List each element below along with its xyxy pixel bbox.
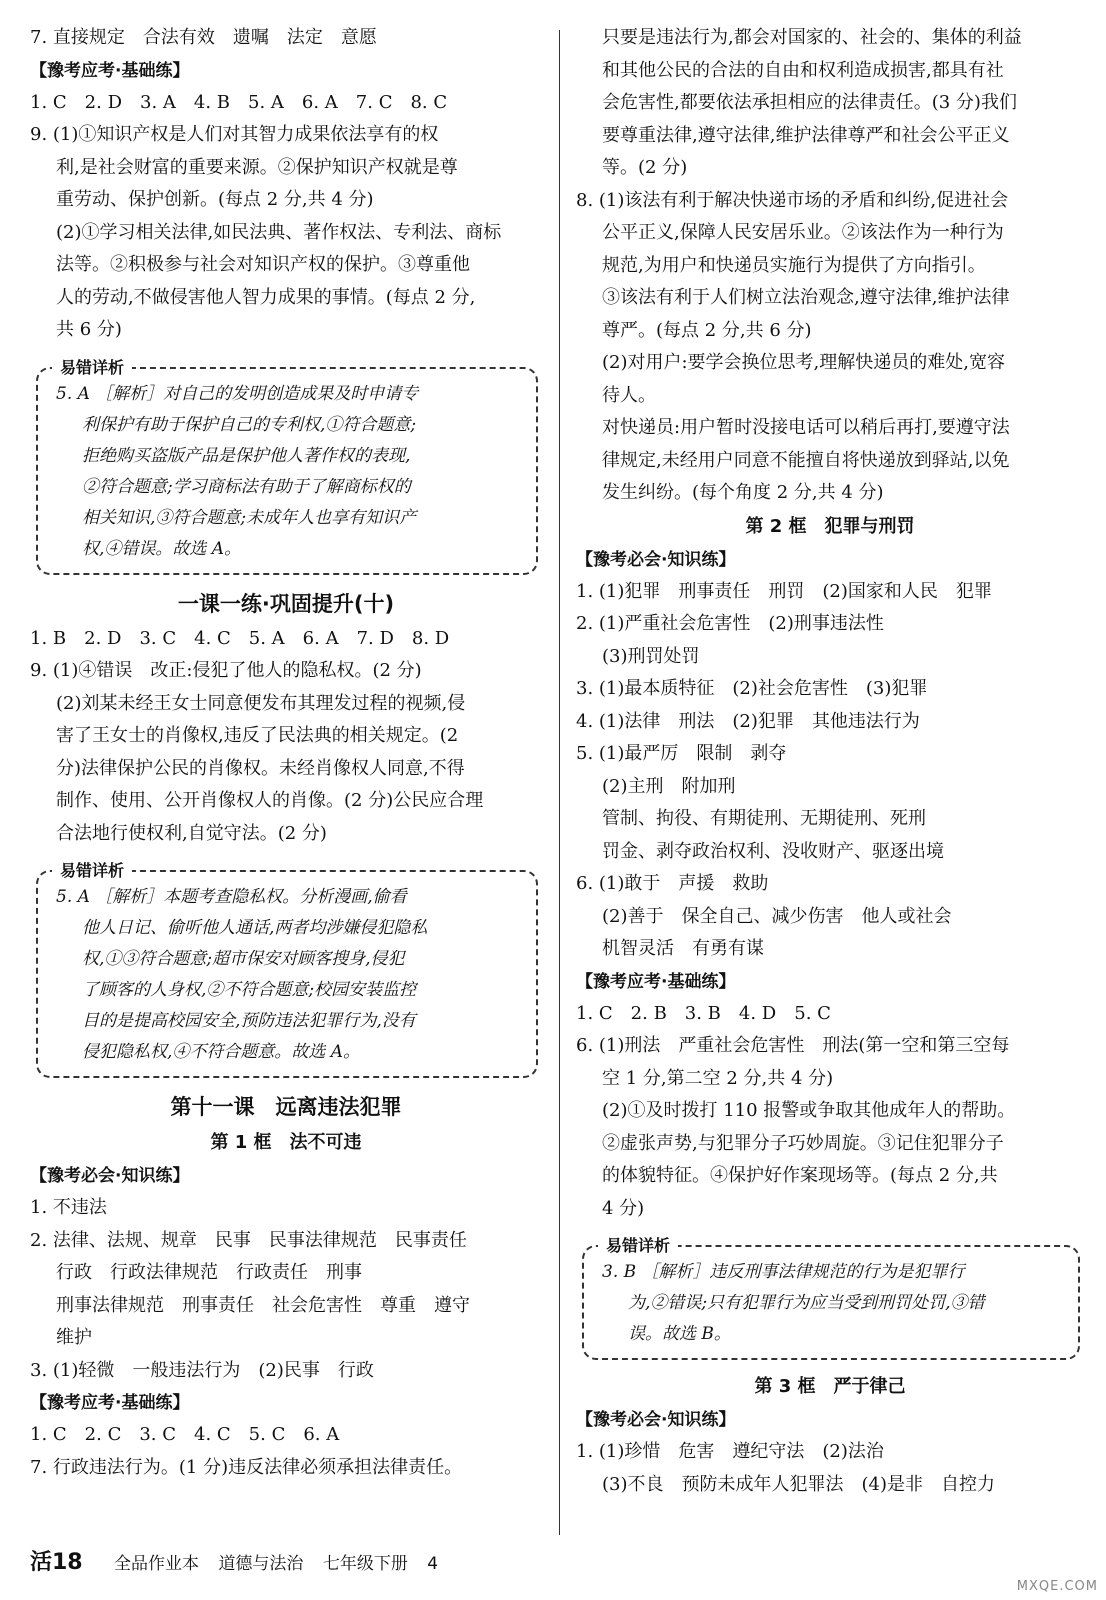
error-analysis-title: 易错详析	[52, 356, 132, 380]
answer-line: 1. C 2. D 3. A 4. B 5. A 6. A 7. C 8. C	[30, 91, 448, 113]
answer-line: 分)法律保护公民的肖像权。未经肖像权人同意,不得	[56, 757, 465, 779]
answer-line: 规范,为用户和快递员实施行为提供了方向指引。	[602, 254, 986, 276]
answer-line: 害了王女士的肖像权,违反了民法典的相关规定。(2	[56, 725, 459, 746]
grade-name: 七年级下册	[322, 1554, 408, 1574]
answer-line: 管制、拘役、有期徒刑、无期徒刑、死刑	[602, 808, 926, 829]
answer-line: 和其他公民的合法的自由和权利造成损害,都具有社	[602, 59, 1004, 81]
answer-line: 4. (1)法律 刑法 (2)犯罪 其他违法行为	[576, 710, 920, 732]
right-column	[576, 22, 1084, 1501]
answer-line: 律规定,未经用户同意不能擅自将快递放到驿站,以免	[602, 449, 1010, 471]
answer-line: 刑事法律规范 刑事责任 社会危害性 尊重 遵守	[56, 1294, 470, 1316]
answer-line: 1. C 2. B 3. B 4. D 5. C	[576, 1002, 831, 1024]
analysis-line: 相关知识,③符合题意;未成年人也享有知识产	[82, 507, 417, 528]
answer-line: 对快递员:用户暂时没接电话可以稍后再打,要遵守法	[602, 417, 1010, 438]
analysis-line: 目的是提高校园安全,预防违法犯罪行为,没有	[82, 1011, 416, 1031]
error-analysis-box	[36, 357, 538, 575]
analysis-line: 误。故选 B。	[628, 1324, 731, 1344]
answer-line: 人的劳动,不做侵害他人智力成果的事情。(每点 2 分,	[56, 286, 476, 308]
page-number: 活18	[30, 1550, 83, 1575]
answer-line: 等。(2 分)	[602, 157, 688, 178]
answer-line: 1. (1)犯罪 刑事责任 刑罚 (2)国家和人民 犯罪	[576, 580, 992, 602]
answer-line: (2)善于 保全自己、减少伤害 他人或社会	[602, 905, 952, 927]
analysis-line: 5. A ［解析］本题考查隐私权。分析漫画,偷看	[56, 887, 407, 907]
answer-line: 6. (1)敢于 声援 救助	[576, 873, 769, 894]
frame-heading: 第 3 框 严于律己	[754, 1376, 906, 1397]
answer-line: 发生纠纷。(每个角度 2 分,共 4 分)	[602, 482, 884, 503]
answer-line: 行政 行政法律规范 行政责任 刑事	[56, 1262, 362, 1283]
page-footer	[30, 1545, 650, 1579]
answer-line: 1. C 2. C 3. C 4. C 5. C 6. A	[30, 1424, 340, 1445]
footer-number: 4	[427, 1554, 439, 1574]
analysis-line: 3. B ［解析］违反刑事法律规范的行为是犯罪行	[602, 1262, 965, 1282]
frame-heading: 第 2 框 犯罪与刑罚	[745, 515, 915, 537]
answer-line: (2)①及时拨打 110 报警或争取其他成年人的帮助。	[602, 1100, 1016, 1121]
answer-line: 空 1 分,第二空 2 分,共 4 分)	[602, 1067, 834, 1089]
answer-line: 利,是社会财富的重要来源。②保护知识产权就是尊	[56, 156, 458, 178]
section-tag: 【豫考应考·基础练】	[576, 971, 736, 992]
left-column	[30, 22, 542, 1484]
answer-line: 6. (1)刑法 严重社会危害性 刑法(第一空和第三空每	[576, 1035, 1010, 1056]
analysis-line: 侵犯隐私权,④不符合题意。故选 A。	[82, 1042, 361, 1062]
answer-line: 的体貌特征。④保护好作案现场等。(每点 2 分,共	[602, 1165, 998, 1186]
answer-line: 5. (1)最严厉 限制 剥夺	[576, 743, 787, 764]
answer-line: 公平正义,保障人民安居乐业。②该法作为一种行为	[602, 222, 1004, 243]
answer-line: 7. 行政违法行为。(1 分)违反法律必须承担法律责任。	[30, 1456, 463, 1478]
lesson-heading: 一课一练·巩固提升(十)	[177, 591, 395, 616]
answer-line: 罚金、剥夺政治权利、没收财产、驱逐出境	[602, 840, 944, 862]
answer-line: 机智灵活 有勇有谋	[602, 938, 764, 959]
answer-line: ③该法有利于人们树立法治观念,遵守法律,维护法律	[602, 287, 1010, 308]
answer-line: 3. (1)轻微 一般违法行为 (2)民事 行政	[30, 1359, 374, 1381]
answer-line: 只要是违法行为,都会对国家的、社会的、集体的利益	[602, 27, 1022, 48]
answer-line: 重劳动、保护创新。(每点 2 分,共 4 分)	[56, 189, 374, 210]
column-divider	[559, 30, 560, 1535]
section-tag: 【豫考必会·知识练】	[576, 1410, 736, 1430]
answer-line: ②虚张声势,与犯罪分子巧妙周旋。③记住犯罪分子	[602, 1132, 1004, 1154]
answer-line: 8. (1)该法有利于解决快递市场的矛盾和纠纷,促进社会	[576, 189, 1009, 211]
answer-line: 7. 直接规定 合法有效 遗嘱 法定 意愿	[30, 27, 377, 48]
answer-line: (2)对用户:要学会换位思考,理解快递员的难处,宽容	[602, 352, 1006, 373]
answer-line: (2)①学习相关法律,如民法典、著作权法、专利法、商标	[56, 221, 502, 243]
section-tag: 【豫考应考·基础练】	[30, 1393, 190, 1413]
analysis-line: 了顾客的人身权,②不符合题意;校园安装监控	[82, 980, 417, 1000]
answer-line: 要尊重法律,遵守法律,维护法律尊严和社会公平正义	[602, 124, 1010, 146]
answer-line: (2)刘某未经王女士同意便发布其理发过程的视频,侵	[56, 692, 466, 714]
answer-line: 维护	[56, 1327, 92, 1348]
answer-line: 9. (1)④错误 改正:侵犯了他人的隐私权。(2 分)	[30, 660, 422, 681]
answer-line: 制作、使用、公开肖像权人的肖像。(2 分)公民应合理	[56, 790, 484, 811]
answer-line: 1. (1)珍惜 危害 遵纪守法 (2)法治	[576, 1441, 884, 1462]
answer-line: 2. 法律、法规、规章 民事 民事法律规范 民事责任	[30, 1229, 467, 1251]
section-tag: 【豫考必会·知识练】	[576, 549, 736, 570]
analysis-line: 为,②错误;只有犯罪行为应当受到刑罚处罚,③错	[628, 1293, 985, 1313]
lesson-heading: 第十一课 远离违法犯罪	[170, 1095, 402, 1119]
answer-line: 待人。	[602, 384, 656, 406]
answer-line: (2)主刑 附加刑	[602, 775, 736, 797]
answer-line: 1. 不违法	[30, 1197, 107, 1218]
answer-line: 法等。②积极参与社会对知识产权的保护。③尊重他	[56, 254, 470, 275]
analysis-line: 权,①③符合题意;超市保安对顾客搜身,侵犯	[82, 949, 405, 969]
analysis-line: 利保护有助于保护自己的专利权,①符合题意;	[82, 414, 417, 435]
subject-name: 道德与法治	[218, 1554, 304, 1574]
error-analysis-box	[36, 861, 538, 1078]
answer-line: 2. (1)严重社会危害性 (2)刑事违法性	[576, 613, 884, 634]
series-name: 全品作业本	[114, 1554, 200, 1574]
error-analysis-box	[582, 1236, 1080, 1360]
analysis-line: 5. A ［解析］对自己的发明创造成果及时申请专	[56, 383, 419, 404]
analysis-line: 权,④错误。故选 A。	[82, 538, 242, 559]
section-tag: 【豫考应考·基础练】	[30, 60, 190, 81]
answer-line: 共 6 分)	[56, 319, 122, 340]
watermark: MXQE.COM	[1016, 1579, 1098, 1594]
answer-line: 会危害性,都要依法承担相应的法律责任。(3 分)我们	[602, 92, 1017, 113]
answer-line: 尊严。(每点 2 分,共 6 分)	[602, 319, 812, 341]
answer-line: (3)刑罚处罚	[602, 645, 700, 667]
answer-line: (3)不良 预防未成年人犯罪法 (4)是非 自控力	[602, 1473, 995, 1495]
error-analysis-title: 易错详析	[598, 1234, 678, 1258]
error-analysis-title: 易错详析	[52, 859, 132, 883]
analysis-line: 拒绝购买盗版产品是保护他人著作权的表现,	[82, 445, 411, 466]
answer-line: 4 分)	[602, 1197, 645, 1219]
answer-line: 3. (1)最本质特征 (2)社会危害性 (3)犯罪	[576, 678, 928, 699]
answer-line: 合法地行使权利,自觉守法。(2 分)	[56, 822, 327, 844]
frame-heading: 第 1 框 法不可违	[210, 1132, 362, 1153]
answer-line: 1. B 2. D 3. C 4. C 5. A 6. A 7. D 8. D	[30, 627, 450, 649]
answer-line: 9. (1)①知识产权是人们对其智力成果依法享有的权	[30, 124, 439, 145]
analysis-line: 他人日记、偷听他人通话,两者均涉嫌侵犯隐私	[82, 918, 428, 938]
section-tag: 【豫考必会·知识练】	[30, 1166, 190, 1186]
analysis-line: ②符合题意;学习商标法有助于了解商标权的	[82, 476, 411, 497]
